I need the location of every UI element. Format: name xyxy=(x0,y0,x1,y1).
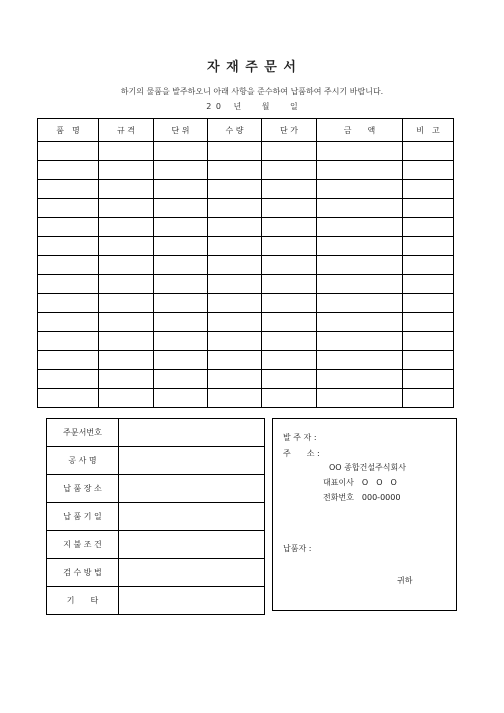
table-row xyxy=(38,275,454,294)
table-cell[interactable] xyxy=(38,180,99,199)
table-cell[interactable] xyxy=(208,370,262,389)
table-cell[interactable] xyxy=(99,389,154,408)
table-cell[interactable] xyxy=(208,218,262,237)
table-cell[interactable] xyxy=(317,332,403,351)
address-label: 주 소 : xyxy=(283,449,320,458)
table-row xyxy=(38,313,454,332)
table-cell[interactable] xyxy=(403,142,454,161)
table-row xyxy=(38,332,454,351)
table-cell[interactable] xyxy=(208,389,262,408)
delivery-date-value[interactable] xyxy=(119,503,265,531)
header-quantity: 수 량 xyxy=(208,119,262,142)
table-cell[interactable] xyxy=(262,275,317,294)
table-cell[interactable] xyxy=(403,161,454,180)
table-row xyxy=(38,199,454,218)
table-cell[interactable] xyxy=(99,237,154,256)
order-info-table xyxy=(46,418,265,615)
table-cell[interactable] xyxy=(154,142,208,161)
document-subtitle: 하기의 물품을 발주하오니 아래 사항을 준수하여 납품하여 주시기 바랍니다. xyxy=(120,87,384,96)
table-cell[interactable] xyxy=(208,256,262,275)
info-row xyxy=(47,587,265,615)
table-cell[interactable] xyxy=(154,332,208,351)
table-cell[interactable] xyxy=(99,275,154,294)
delivery-place-label: 납 품 장 소 xyxy=(47,475,119,503)
table-cell[interactable] xyxy=(99,142,154,161)
table-cell[interactable] xyxy=(38,294,99,313)
table-cell[interactable] xyxy=(154,218,208,237)
table-cell[interactable] xyxy=(317,351,403,370)
table-cell[interactable] xyxy=(262,313,317,332)
table-cell[interactable] xyxy=(208,161,262,180)
table-cell[interactable] xyxy=(154,351,208,370)
table-cell[interactable] xyxy=(403,237,454,256)
table-row xyxy=(38,351,454,370)
table-cell[interactable] xyxy=(317,313,403,332)
table-row xyxy=(38,161,454,180)
table-row xyxy=(38,180,454,199)
other-value[interactable] xyxy=(119,587,265,615)
table-cell[interactable] xyxy=(403,180,454,199)
table-cell[interactable] xyxy=(262,389,317,408)
orderer-label: 발 주 자 : xyxy=(283,433,317,442)
table-cell[interactable] xyxy=(99,370,154,389)
items-body xyxy=(38,142,454,408)
table-cell[interactable] xyxy=(99,161,154,180)
phone-line: 전화번호 000-0000 xyxy=(323,493,401,502)
table-cell[interactable] xyxy=(403,199,454,218)
table-cell[interactable] xyxy=(38,275,99,294)
table-row xyxy=(38,142,454,161)
payment-terms-label: 지 불 조 건 xyxy=(47,531,119,559)
table-cell[interactable] xyxy=(154,199,208,218)
header-unit: 단 위 xyxy=(154,119,208,142)
ceo-line: 대표이사 O O O xyxy=(323,478,397,487)
table-cell[interactable] xyxy=(154,389,208,408)
table-cell[interactable] xyxy=(317,161,403,180)
orderer-box xyxy=(272,418,457,611)
table-cell[interactable] xyxy=(317,180,403,199)
table-cell[interactable] xyxy=(403,389,454,408)
info-row xyxy=(47,559,265,587)
table-cell[interactable] xyxy=(38,237,99,256)
table-cell[interactable] xyxy=(262,294,317,313)
table-cell[interactable] xyxy=(154,256,208,275)
table-cell[interactable] xyxy=(317,294,403,313)
items-header-row xyxy=(38,119,454,142)
table-cell[interactable] xyxy=(208,142,262,161)
table-cell[interactable] xyxy=(99,199,154,218)
table-cell[interactable] xyxy=(38,161,99,180)
table-cell[interactable] xyxy=(403,370,454,389)
table-cell[interactable] xyxy=(208,275,262,294)
table-cell[interactable] xyxy=(208,237,262,256)
info-row xyxy=(47,531,265,559)
delivery-place-value[interactable] xyxy=(119,475,265,503)
table-cell[interactable] xyxy=(262,180,317,199)
table-row xyxy=(38,218,454,237)
table-cell[interactable] xyxy=(38,332,99,351)
table-cell[interactable] xyxy=(262,332,317,351)
table-cell[interactable] xyxy=(208,199,262,218)
honorific: 귀하 xyxy=(397,576,413,585)
table-cell[interactable] xyxy=(208,313,262,332)
table-cell[interactable] xyxy=(38,351,99,370)
header-unit-price: 단 가 xyxy=(262,119,317,142)
table-cell[interactable] xyxy=(317,389,403,408)
supplier-label: 납품자 : xyxy=(283,544,312,553)
company-name: OO 종합건설주식회사 xyxy=(329,463,406,472)
table-cell[interactable] xyxy=(403,332,454,351)
table-cell[interactable] xyxy=(38,218,99,237)
table-row xyxy=(38,237,454,256)
table-cell[interactable] xyxy=(99,180,154,199)
table-cell[interactable] xyxy=(154,161,208,180)
header-remarks: 비 고 xyxy=(403,119,454,142)
table-cell[interactable] xyxy=(262,142,317,161)
table-cell[interactable] xyxy=(262,161,317,180)
table-cell[interactable] xyxy=(208,180,262,199)
date-line: 2 0 년 월 일 xyxy=(206,102,298,111)
document-title: 자 재 주 문 서 xyxy=(207,60,297,75)
table-cell[interactable] xyxy=(317,237,403,256)
other-label: 기 타 xyxy=(47,587,119,615)
table-cell[interactable] xyxy=(154,294,208,313)
table-row xyxy=(38,370,454,389)
table-cell[interactable] xyxy=(262,256,317,275)
table-row xyxy=(38,256,454,275)
table-cell[interactable] xyxy=(262,199,317,218)
table-cell[interactable] xyxy=(99,351,154,370)
items-table xyxy=(37,118,454,408)
table-row xyxy=(38,294,454,313)
table-cell[interactable] xyxy=(154,180,208,199)
table-cell[interactable] xyxy=(208,294,262,313)
table-cell[interactable] xyxy=(38,313,99,332)
header-item-name: 품 명 xyxy=(38,119,99,142)
table-cell[interactable] xyxy=(38,389,99,408)
table-cell[interactable] xyxy=(317,275,403,294)
info-row xyxy=(47,419,265,447)
header-amount: 금 액 xyxy=(317,119,403,142)
table-cell[interactable] xyxy=(99,294,154,313)
table-cell[interactable] xyxy=(403,351,454,370)
table-cell[interactable] xyxy=(317,218,403,237)
info-row xyxy=(47,475,265,503)
table-cell[interactable] xyxy=(262,370,317,389)
table-cell[interactable] xyxy=(38,370,99,389)
table-cell[interactable] xyxy=(99,332,154,351)
table-cell[interactable] xyxy=(38,199,99,218)
table-cell[interactable] xyxy=(403,275,454,294)
info-row xyxy=(47,503,265,531)
table-cell[interactable] xyxy=(99,256,154,275)
table-cell[interactable] xyxy=(317,256,403,275)
project-name-label: 공 사 명 xyxy=(47,447,119,475)
header-spec: 규 격 xyxy=(99,119,154,142)
table-cell[interactable] xyxy=(38,256,99,275)
table-cell[interactable] xyxy=(38,142,99,161)
table-cell[interactable] xyxy=(208,332,262,351)
table-cell[interactable] xyxy=(403,256,454,275)
table-row xyxy=(38,389,454,408)
inspection-method-label: 검 수 방 법 xyxy=(47,559,119,587)
table-cell[interactable] xyxy=(154,370,208,389)
table-cell[interactable] xyxy=(403,294,454,313)
table-cell[interactable] xyxy=(262,351,317,370)
info-row xyxy=(47,447,265,475)
table-cell[interactable] xyxy=(317,142,403,161)
payment-terms-value[interactable] xyxy=(119,531,265,559)
order-number-label: 주문서번호 xyxy=(47,419,119,447)
table-cell[interactable] xyxy=(99,218,154,237)
delivery-date-label: 납 품 기 일 xyxy=(47,503,119,531)
table-cell[interactable] xyxy=(154,313,208,332)
table-cell[interactable] xyxy=(208,351,262,370)
table-cell[interactable] xyxy=(317,370,403,389)
table-cell[interactable] xyxy=(403,218,454,237)
table-cell[interactable] xyxy=(262,237,317,256)
table-cell[interactable] xyxy=(154,275,208,294)
inspection-method-value[interactable] xyxy=(119,559,265,587)
table-cell[interactable] xyxy=(403,313,454,332)
table-cell[interactable] xyxy=(99,313,154,332)
order-number-value[interactable] xyxy=(119,419,265,447)
project-name-value[interactable] xyxy=(119,447,265,475)
table-cell[interactable] xyxy=(154,237,208,256)
table-cell[interactable] xyxy=(262,218,317,237)
table-cell[interactable] xyxy=(317,199,403,218)
